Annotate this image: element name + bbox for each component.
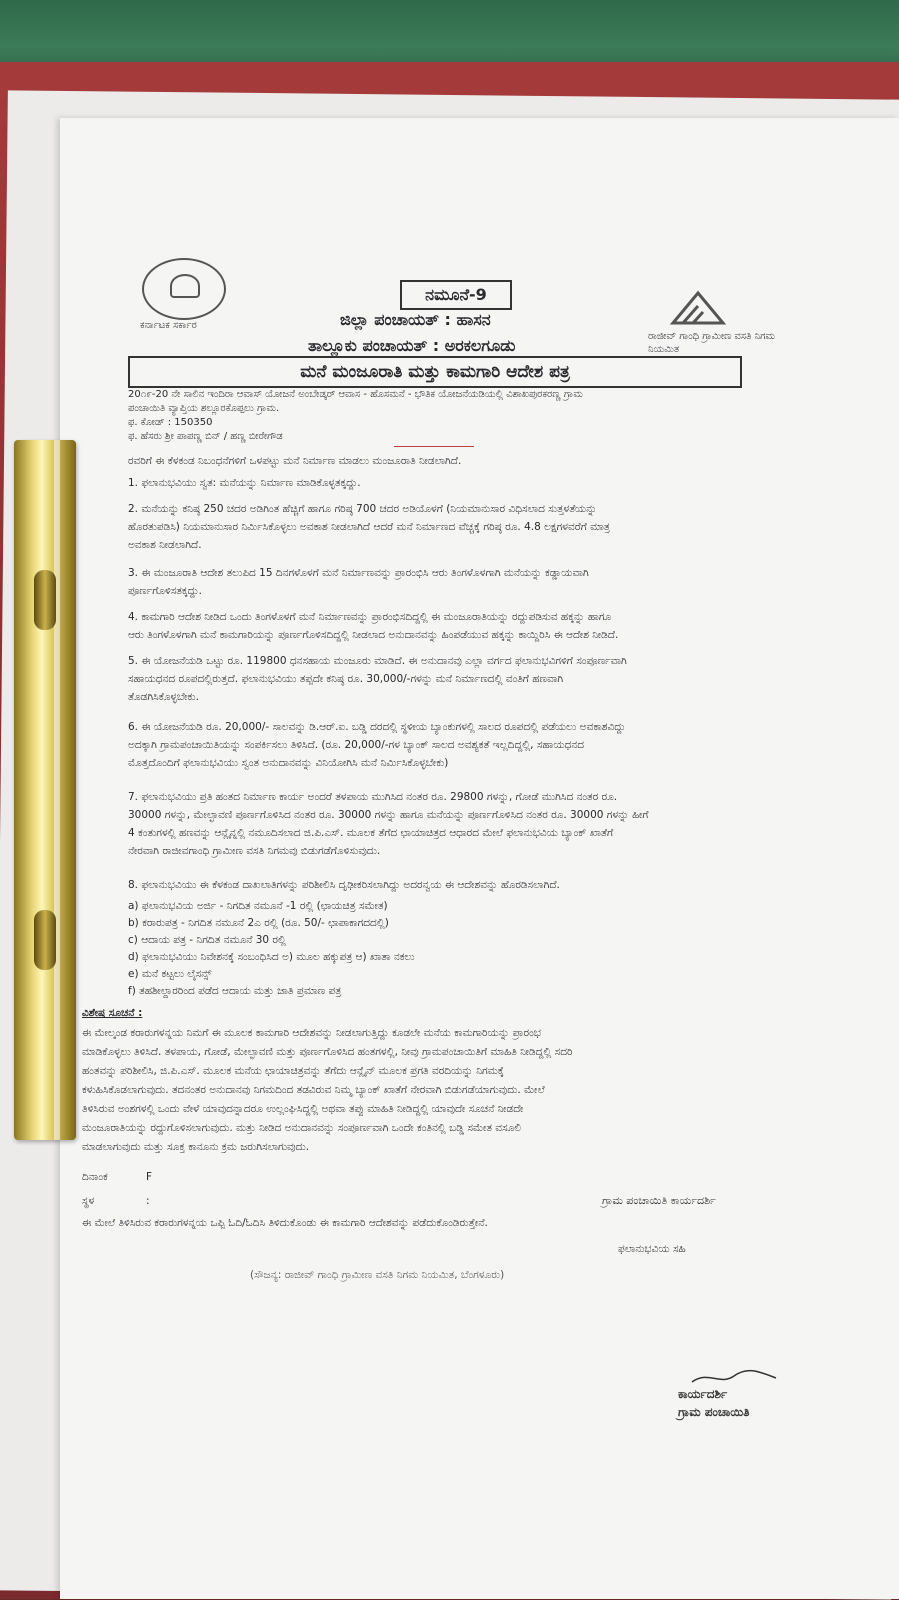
district-line: ಜಿಲ್ಲಾ ಪಂಚಾಯತ್ : ಹಾಸನ bbox=[340, 310, 491, 329]
clause-2: 2. ಮನೆಯನ್ನು ಕನಿಷ್ಠ 250 ಚದರ ಅಡಿಗಿಂತ ಹೆಚ್ಚಿಗೆ ಹಾಗೂ ಗರಿಷ್ಠ 700 ಚದರ ಅಡಿಯೊಳಗೆ (ನಿಯಮಾನುಸಾರ ವಿಧಿಸಲಾದ ಸುತ್ತಳತೆಯನ್ನು ಹೊರತುಪಡಿಸಿ) ನಿಯಮಾನುಸಾರ ನಿರ್ಮಿಸಿಕೊಳ್ಳಲು ಅವಕಾಶ ನೀಡಲಾಗಿದೆ ಆದರೆ ಮನೆ ನಿರ್ಮಾಣದ ವೆಚ್ಚಕ್ಕೆ ಗರಿಷ್ಠ ರೂ. 4.8 ಲಕ್ಷಗಳವರೆಗೆ ಮಾತ್ರ ಅವಕಾಶ ನೀಡಲಾಗಿದೆ. bbox=[128, 503, 610, 551]
taluk-line: ತಾಲ್ಲೂಕು ಪಂಚಾಯತ್ : ಅರಕಲಗೂಡು bbox=[308, 336, 516, 355]
housing-corp-logo-icon bbox=[668, 288, 728, 328]
clause-3: 3. ಈ ಮಂಜೂರಾತಿ ಆದೇಶ ತಲುಪಿದ 15 ದಿನಗಳೊಳಗೆ ಮನೆ ನಿರ್ಮಾಣವನ್ನು ಪ್ರಾರಂಭಿಸಿ ಆರು ತಿಂಗಳೊಳಗಾಗಿ ಮನೆಯನ್ನು ಕಡ್ಡಾಯವಾಗಿ ಪೂರ್ಣಗೊಳಿಸತಕ್ಕದ್ದು. bbox=[128, 567, 589, 597]
courtesy-note: (ಸೌಜನ್ಯ: ರಾಜೀವ್ ಗಾಂಧಿ ಗ್ರಾಮೀಣ ವಸತಿ ನಿಗಮ ನಿಯಮಿತ, ಬೆಂಗಳೂರು) bbox=[250, 1269, 505, 1281]
gov-label: ಕರ್ನಾಟಕ ಸರ್ಕಾರ bbox=[140, 320, 197, 331]
acknowledgement: ಈ ಮೇಲೆ ತಿಳಿಸಿರುವ ಕರಾರುಗಳನ್ನಯ ಒಪ್ಪಿ ಓದಿ/ಓದಿಸಿ ತಿಳಿದುಕೊಂಡು ಈ ಕಾಮಗಾರಿ ಆದೇಶವನ್ನು ಪಡೆದುಕೊಂಡಿರುತ್ತೇನೆ. bbox=[82, 1217, 488, 1229]
clause-4: 4. ಕಾಮಗಾರಿ ಆದೇಶ ನೀಡಿದ ಒಂದು ತಿಂಗಳೊಳಗೆ ಮನೆ ನಿರ್ಮಾಣವನ್ನು ಪ್ರಾರಂಭಿಸದಿದ್ದಲ್ಲಿ ಈ ಮಂಜೂರಾತಿಯನ್ನು ರದ್ದುಪಡಿಸುವ ಹಕ್ಕನ್ನು ಹಾಗೂ ಆರು ತಿಂಗಳೊಳಗಾಗಿ ಮನೆ ಕಾಮಗಾರಿಯನ್ನು ಪೂರ್ಣಗೊಳಿಸದಿದ್ದಲ್ಲಿ ನೀಡಲಾದ ಅನುದಾನವನ್ನು ಹಿಂಪಡೆಯುವ ಹಕ್ಕನ್ನು ಕಾಯ್ದಿರಿಸಿ ಈ ಆದೇಶ ನೀಡಿದೆ. bbox=[128, 611, 619, 641]
clause-6: 6. ಈ ಯೋಜನೆಯಡಿ ರೂ. 20,000/- ಸಾಲವನ್ನು ಡಿ.ಆರ್.ಐ. ಬಡ್ಡಿ ದರದಲ್ಲಿ ಸ್ಥಳೀಯ ಬ್ಯಾಂಕುಗಳಲ್ಲಿ ಸಾಲದ ರೂಪದಲ್ಲಿ ಪಡೆಯಲು ಅವಕಾಶವಿದ್ದು ಅದಕ್ಕಾಗಿ ಗ್ರಾಮಪಂಚಾಯಿತಿಯನ್ನು ಸಂಪರ್ಕಿಸಲು ತಿಳಿಸಿದೆ. (ರೂ. 20,000/-ಗಳ ಬ್ಯಾಂಕ್ ಸಾಲದ ಅವಶ್ಯಕತೆ ಇಲ್ಲದಿದ್ದಲ್ಲಿ, ಸಹಾಯಧನದ ಮೊತ್ತದೊಂದಿಗೆ ಫಲಾನುಭವಿಯು ಸ್ವಂತ ಅನುದಾನವನ್ನು ವಿನಿಯೋಗಿಸಿ ಮನೆ ನಿರ್ಮಿಸಿಕೊಳ್ಳಬೇಕು) bbox=[128, 721, 626, 769]
secretary-label: ಗ್ರಾಮ ಪಂಚಾಯಿತಿ ಕಾರ್ಯದರ್ಶಿ bbox=[602, 1194, 716, 1207]
list-item: f) ತಹಶೀಲ್ದಾರರಿಂದ ಪಡೆದ ಆದಾಯ ಮತ್ತು ಜಾತಿ ಪ್ರಮಾಣ ಪತ್ರ bbox=[128, 985, 342, 997]
binder-slot bbox=[34, 910, 56, 970]
karnataka-emblem-icon bbox=[142, 258, 226, 320]
place-label: ಸ್ಥಳ bbox=[82, 1195, 95, 1207]
signature-scribble bbox=[690, 1368, 780, 1388]
form-number: ನಮೂನೆ-9 bbox=[400, 280, 512, 310]
list-item: b) ಕರಾರುಪತ್ರ - ನಿಗದಿತ ನಮೂನೆ 2ಎ ರಲ್ಲಿ (ರೂ. 50/- ಛಾಪಾಕಾಗದದಲ್ಲಿ) bbox=[128, 917, 389, 929]
document-title: ಮನೆ ಮಂಜೂರಾತಿ ಮತ್ತು ಕಾಮಗಾರಿ ಆದೇಶ ಪತ್ರ bbox=[128, 356, 742, 388]
list-item: c) ಆದಾಯ ಪತ್ರ - ನಿಗದಿತ ನಮೂನೆ 30 ರಲ್ಲಿ bbox=[128, 934, 286, 946]
note-heading: ವಿಶೇಷ ಸೂಚನೆ : bbox=[82, 1007, 143, 1019]
date-value: F bbox=[146, 1171, 153, 1183]
clause-7: 7. ಫಲಾನುಭವಿಯು ಪ್ರತಿ ಹಂತದ ನಿರ್ಮಾಣ ಕಾರ್ಯ ಅಂದರೆ ತಳಪಾಯ ಮುಗಿಸಿದ ನಂತರ ರೂ. 29800 ಗಳನ್ನು, ಗೋಡೆ ಮುಗಿಸಿದ ನಂತರ ರೂ. 30000 ಗಳನ್ನು, ಮೇಲ್ಛಾವಣಿ ಪೂರ್ಣಗೊಳಿಸಿದ ನಂತರ ರೂ. 30000 ಗಳನ್ನು ಹಾಗೂ ಮನೆಯನ್ನು ಪೂರ್ಣಗೊಳಿಸಿದ ನಂತರ ರೂ. 30000 ಗಳನ್ನು ಹೀಗೆ 4 ಕಂತುಗಳಲ್ಲಿ ಹಣವನ್ನು ಆನ್ಲೈನ್ನಲ್ಲಿ ನಮೂದಿಸಲಾದ ಜಿ.ಪಿ.ಎಸ್. ಮೂಲಕ ತೆಗೆದ ಛಾಯಾಚಿತ್ರದ ಆಧಾರದ ಮೇಲೆ ಫಲಾನುಭವಿಯ ಬ್ಯಾಂಕ್ ಖಾತೆಗೆ ನೇರವಾಗಿ ರಾಜೀವಗಾಂಧಿ ಗ್ರಾಮೀಣ ವಸತಿ ನಿಗಮವು ಬಿಡುಗಡೆಗೊಳಿಸುವುದು. bbox=[128, 791, 649, 857]
clause-1: 1. ಫಲಾನುಭವಿಯು ಸ್ವತ: ಮನೆಯನ್ನು ನಿರ್ಮಾಣ ಮಾಡಿಕೊಳ್ಳತಕ್ಕದ್ದು. bbox=[128, 477, 361, 489]
list-item: e) ಮನೆ ಕಟ್ಟಲು ಲೈಸನ್ಸ್ bbox=[128, 968, 212, 980]
list-item: d) ಫಲಾನುಭವಿಯು ನಿವೇಶನಕ್ಕೆ ಸಂಬಂಧಿಸಿದ ಅ) ಮೂಲ ಹಕ್ಕುಪತ್ರ ಆ) ಖಾತಾ ನಕಲು bbox=[128, 951, 415, 963]
clause-5: 5. ಈ ಯೋಜನೆಯಡಿ ಒಟ್ಟು ರೂ. 119800 ಧನಸಹಾಯ ಮಂಜೂರು ಮಾಡಿದೆ. ಈ ಅನುದಾನವು ಎಲ್ಲಾ ವರ್ಗದ ಫಲಾನುಭವಿಗಳಿಗೆ ಸಂಪೂರ್ಣವಾಗಿ ಸಹಾಯಧನದ ರೂಪದಲ್ಲಿರುತ್ತದೆ. ಫಲಾನುಭವಿಯು ತಪ್ಪದೇ ಕನಿಷ್ಠ ರೂ. 30,000/-ಗಳನ್ನು ಮನೆ ನಿರ್ಮಾಣದಲ್ಲಿ ವಂತಿಗೆ ಹಣವಾಗಿ ತೊಡಗಿಸಿಕೊಳ್ಳಬೇಕು. bbox=[128, 655, 627, 703]
ref-line: 20೧೯-20 ನೇ ಸಾಲಿನ ಇಂದಿರಾ ಆವಾಸ್ ಯೋಜನೆ ಅಂಬೇಡ್ಕರ್ ಆವಾಸ - ಹೊಸಮನೆ - ಭೌತಿಕ ಯೋಜನೆಯಡಿಯಲ್ಲಿ ವಿಶಾಖಪುರಕರಣ್ಣ ಗ್ರಾಮ ಪಂಚಾಯಿತಿ ವ್ಯಾಪ್ತಿಯ ಶಲ್ಲೂರಕೊಪ್ಪಲು ಗ್ರಾಮ. ಫ. ಕೋಡ್ : 150350 ಫ. ಹೆಸರು ಶ್ರೀ ಪಾಪಣ್ಣ ಬಿನ್ / ಹಣ್ಣ ಬೀರೇಗೌಡ bbox=[128, 389, 583, 442]
official-stamp: ಕಾರ್ಯದರ್ಶಿ ಗ್ರಾಮ ಪಂಚಾಯಿತಿ bbox=[678, 1387, 750, 1419]
list-item: a) ಫಲಾನುಭವಿಯ ಅರ್ಜಿ - ನಿಗದಿತ ನಮೂನೆ -1 ರಲ್ಲಿ (ಛಾಯಚಿತ್ರ ಸಮೇತ) bbox=[128, 900, 388, 912]
intro-text: ರವರಿಗೆ ಈ ಕೆಳಕಂಡ ನಿಬಂಧನೆಗಳಿಗೆ ಒಳಪಟ್ಟು ಮನೆ ನಿರ್ಮಾಣ ಮಾಡಲು ಮಂಜೂರಾತಿ ನೀಡಲಾಗಿದೆ. bbox=[128, 455, 462, 467]
documents-list bbox=[128, 898, 768, 1000]
corp-name: ರಾಜೀವ್ ಗಾಂಧಿ ಗ್ರಾಮೀಣ ವಸತಿ ನಿಗಮ ನಿಯಮಿತ bbox=[648, 331, 776, 355]
beneficiary-sign: ಫಲಾನುಭವಿಯ ಸಹಿ bbox=[618, 1243, 686, 1255]
binder-slot bbox=[34, 570, 56, 630]
date-label: ದಿನಾಂಕ bbox=[82, 1171, 108, 1183]
place-colon: : bbox=[146, 1195, 150, 1207]
binder-clip bbox=[14, 440, 76, 1140]
note-body: ಈ ಮೇಲ್ಕಂಡ ಕರಾರುಗಳನ್ನಯ ನಿಮಗೆ ಈ ಮೂಲಕ ಕಾಮಗಾರಿ ಆದೇಶವನ್ನು ನೀಡಲಾಗುತ್ತಿದ್ದು ಕೂಡಲೇ ಮನೆಯ ಕಾಮಗಾರಿಯನ್ನು ಪ್ರಾರಂಭ ಮಾಡಿಕೊಳ್ಳಲು ತಿಳಿಸಿದೆ. ತಳಪಾಯ, ಗೋಡೆ, ಮೇಲ್ಛಾವಣಿ ಮತ್ತು ಪೂರ್ಣಗೊಳಿಸಿದ ಹಂತಗಳಲ್ಲಿ, ನೀವು ಗ್ರಾಮಪಂಚಾಯಿತಿಗೆ ಮಾಹಿತಿ ನೀಡಿದ್ದಲ್ಲಿ ಸದರಿ ಹಂತವನ್ನು ಪರಿಶೀಲಿಸಿ, ಜಿ.ಪಿ.ಎಸ್. ಮೂಲಕ ಮನೆಯ ಛಾಯಾಚಿತ್ರವನ್ನು ತೆಗೆದು ಆನ್ಲೈನ್ ಮೂಲಕ ಪ್ರಗತಿ ವರದಿಯನ್ನು ನಿಗಮಕ್ಕೆ ಕಳುಹಿಸಿಕೊಡಲಾಗುವುದು. ತದನಂತರ ಅನುದಾನವು ನಿಗಮದಿಂದ ತಡವಿರುವ ನಿಮ್ಮ ಬ್ಯಾಂಕ್ ಖಾತೆಗೆ ನೇರವಾಗಿ ಬಿಡುಗಡೆಯಾಗುವುದು. ಮೇಲೆ ತಿಳಿಸಿರುವ ಅಂಶಗಳಲ್ಲಿ ಒಂದು ವೇಳೆ ಯಾವುದನ್ನಾದರೂ ಉಲ್ಲಂಘಿಸಿದ್ದಲ್ಲಿ ಅಥವಾ ತಪ್ಪು ಮಾಹಿತಿ ನೀಡಿದ್ದಲ್ಲಿ ಯಾವುದೇ ಸೂಚನೆ ನೀಡದೇ ಮಂಜೂರಾತಿಯನ್ನು ರದ್ದುಗೊಳಿಸಲಾಗುವುದು. ಮತ್ತು ನೀಡಿದ ಅನುದಾನವನ್ನು ಸಂಪೂರ್ಣವಾಗಿ ಒಂದೇ ಕಂತಿನಲ್ಲಿ ಬಡ್ಡಿ ಸಮೇತ ವಸೂಲಿ ಮಾಡಲಾಗುವುದು ಮತ್ತು ಸೂಕ್ತ ಕಾನೂನು ಕ್ರಮ ಜರುಗಿಸಲಾಗುವುದು. bbox=[82, 1027, 573, 1153]
clause-8: 8. ಫಲಾನುಭವಿಯು ಈ ಕೆಳಕಂಡ ದಾಖಲಾತಿಗಳನ್ನು ಪರಿಶೀಲಿಸಿ ದೃಢೀಕರಿಸಲಾಗಿದ್ದು ಅದರನ್ವಯ ಈ ಆದೇಶವನ್ನು ಹೊರಡಿಸಲಾಗಿದೆ. bbox=[128, 879, 560, 891]
